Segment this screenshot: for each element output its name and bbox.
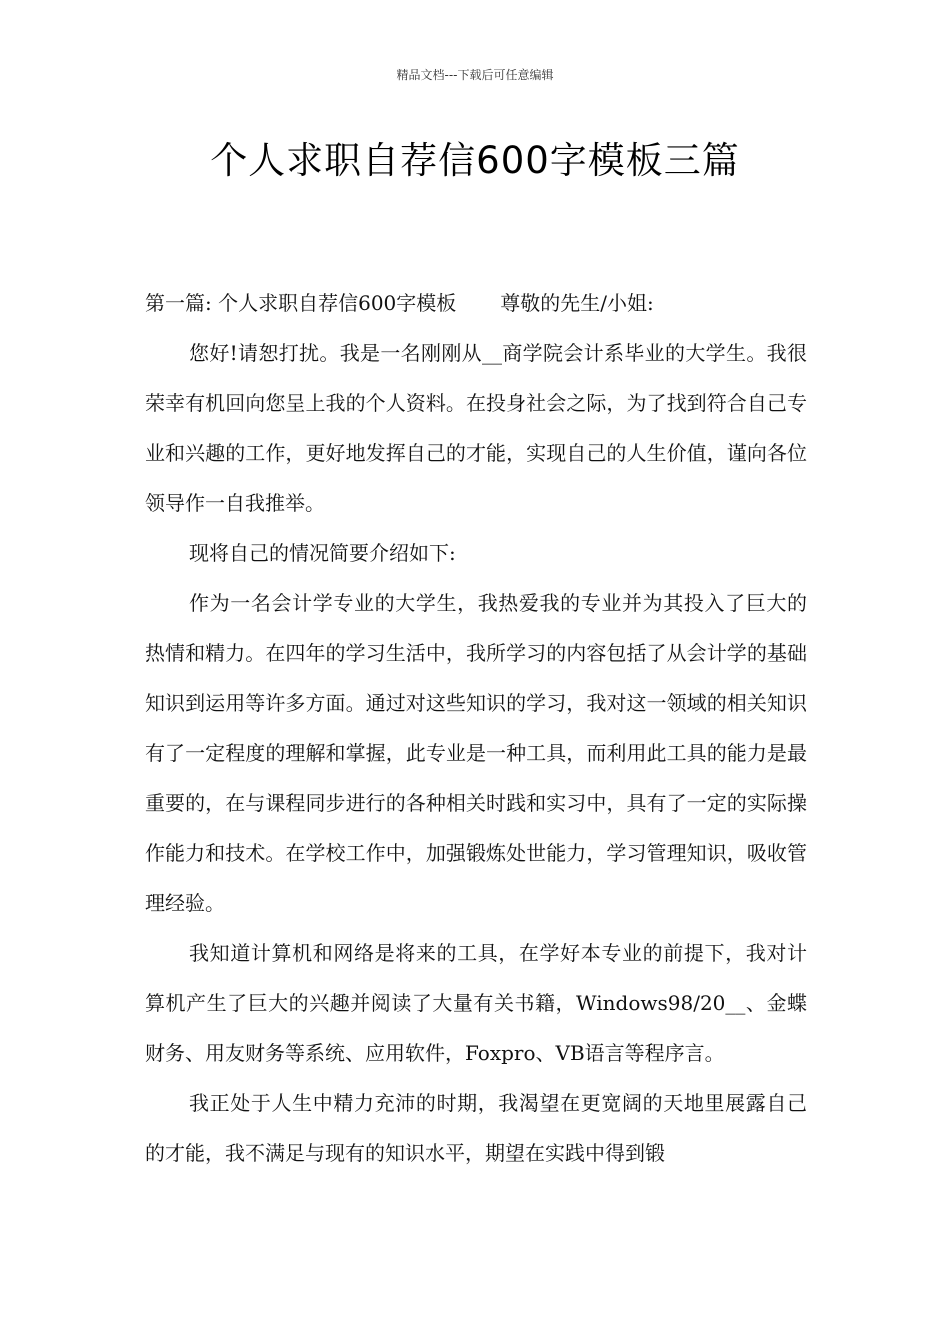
document-body bbox=[145, 278, 807, 1178]
paragraph-computer: 我知道计算机和网络是将来的工具，在学好本专业的前提下，我对计算机产生了巨大的兴趣并阅读了大量有关书籍，Windows98/20__、金蝶财务、用友财务等系统、应用软件，Foxpro、VB语言等程序言。 bbox=[145, 941, 807, 1065]
paragraph-intro: 您好!请恕打扰。我是一名刚刚从__商学院会计系毕业的大学生。我很荣幸有机回向您呈上我的个人资料。在投身社会之际，为了找到符合自己专业和兴趣的工作，更好地发挥自己的才能，实现自己的人生价值，谨向各位领导作一自我推举。 bbox=[145, 341, 807, 515]
salutation: 尊敬的先生/小姐: bbox=[500, 291, 654, 315]
paragraph-major: 作为一名会计学专业的大学生，我热爱我的专业并为其投入了巨大的热情和精力。在四年的学习生活中，我所学习的内容包括了从会计学的基础知识到运用等许多方面。通过对这些知识的学习，我对这一领域的相关知识有了一定程度的理解和掌握，此专业是一种工具，而利用此工具的能力是最重要的，在与课程同步进行的各种相关时践和实习中，具有了一定的实际操作能力和技术。在学校工作中，加强锻炼处世能力，学习管理知识，吸收管理经验。 bbox=[145, 591, 807, 915]
document-title: 个人求职自荐信600字模板三篇 bbox=[210, 139, 740, 182]
header-note: 精品文档---下载后可任意编辑 bbox=[396, 68, 554, 82]
paragraph-overview: 现将自己的情况简要介绍如下: bbox=[189, 541, 456, 565]
section-heading-line bbox=[145, 278, 807, 328]
section-heading: 第一篇: 个人求职自荐信600字模板 bbox=[145, 291, 457, 315]
paragraph-aspiration: 我正处于人生中精力充沛的时期，我渴望在更宽阔的天地里展露自己的才能，我不满足与现有的知识水平，期望在实践中得到锻 bbox=[145, 1091, 807, 1165]
